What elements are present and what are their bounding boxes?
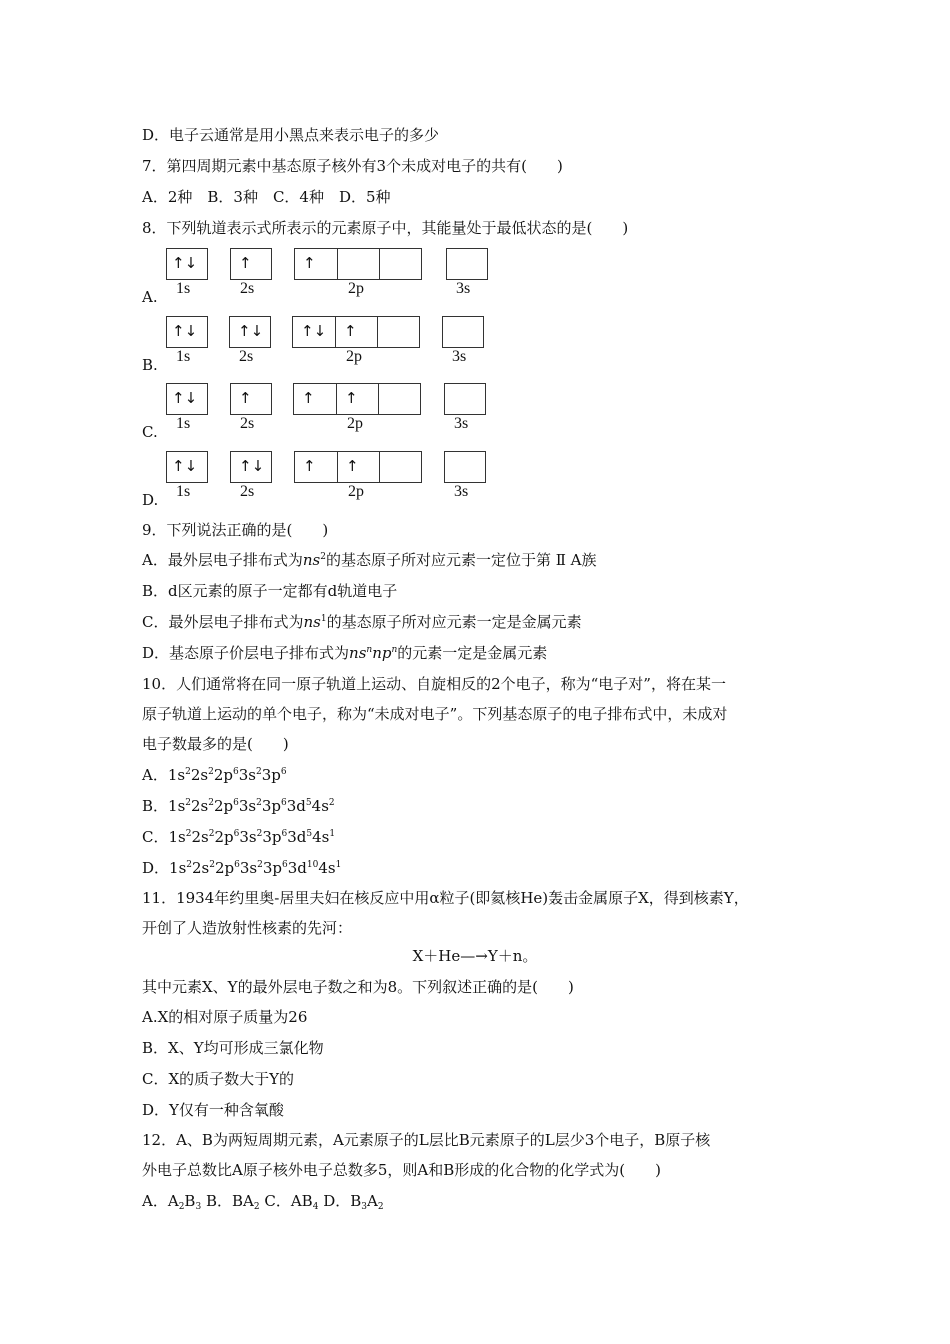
- orbital-label: 3s: [456, 280, 471, 297]
- question-12-options: A．$A_2B_3$ B．$BA_2$ C．$AB_4$ D．$B_3A_2$: [142, 1192, 384, 1212]
- question-9: 9．下列说法正确的是( ): [142, 521, 329, 539]
- orbital-label: 3s: [452, 348, 467, 365]
- question-12-line-1: 12．A、B为两短周期元素，A元素原子的L层比B元素原子的L层少3个电子，B原子核: [142, 1131, 711, 1149]
- question-10-line-3: 电子数最多的是( ): [142, 735, 289, 753]
- orbital-box-1s: [166, 451, 208, 483]
- question-11-option-a: A.X的相对原子质量为26: [142, 1008, 308, 1026]
- orbital-label: 1s: [176, 348, 191, 365]
- orbital-cell: [337, 249, 379, 279]
- question-11-option-c: C．X的质子数大于Y的: [142, 1070, 295, 1088]
- orbital-cell: [293, 317, 335, 347]
- nuclear-equation: X＋He—→Y＋n。: [412, 947, 538, 965]
- electron-arrows: ↑↓: [172, 254, 198, 272]
- orbital-box-1s: [166, 316, 208, 348]
- electron-arrows: ↑: [303, 254, 316, 272]
- question-11-option-b: B．X、Y均可形成三氯化物: [142, 1039, 324, 1057]
- orbital-diagram-b: [0, 316, 560, 376]
- orbital-box-2p: [294, 248, 422, 280]
- orbital-label: 1s: [176, 280, 191, 297]
- orbital-box-2s: [230, 248, 272, 280]
- orbital-box-1s: [166, 383, 208, 415]
- orbital-box-3s: [442, 316, 484, 348]
- electron-arrows: ↑↓: [239, 457, 265, 475]
- question-11-line-3: 其中元素X、Y的最外层电子数之和为8。下列叙述正确的是( ): [142, 978, 574, 996]
- question-9-option-a: A．最外层电子排布式为$ns^2$的基态原子所对应元素一定位于第 Ⅱ A族: [142, 551, 597, 569]
- q6-option-d: D．电子云通常是用小黑点来表示电子的多少: [142, 126, 440, 144]
- orbital-label: 2p: [348, 280, 364, 297]
- orbital-box-1s: [166, 248, 208, 280]
- electron-arrows: ↑: [303, 457, 316, 475]
- option-letter: B.: [142, 356, 158, 374]
- orbital-label: 2s: [240, 415, 255, 432]
- orbital-cell: [337, 452, 379, 482]
- question-10-option-a: A．$1s^22s^22p^63s^23p^6$: [142, 766, 287, 784]
- orbital-box-2p: [294, 451, 422, 483]
- electron-arrows: ↑↓: [172, 389, 198, 407]
- orbital-label: 3s: [454, 415, 469, 432]
- orbital-label: 2p: [348, 483, 364, 500]
- electron-arrows: ↑↓: [172, 457, 198, 475]
- electron-arrows: ↑↓: [172, 322, 198, 340]
- question-9-option-c: C．最外层电子排布式为$ns^1$的基态原子所对应元素一定是金属元素: [142, 613, 582, 631]
- orbital-label: 2p: [346, 348, 362, 365]
- orbital-label: 1s: [176, 483, 191, 500]
- orbital-cell: [379, 452, 421, 482]
- orbital-cell: [378, 384, 420, 414]
- question-10-line-1: 10．人们通常将在同一原子轨道上运动、自旋相反的2个电子，称为“电子对”，将在某一: [142, 675, 726, 693]
- question-11-line-2: 开创了人造放射性核素的先河：: [142, 919, 353, 937]
- orbital-cell: [379, 249, 421, 279]
- orbital-cell: [295, 452, 337, 482]
- question-11-option-d: D．Y仅有一种含氧酸: [142, 1101, 284, 1119]
- electron-arrows: ↑: [344, 322, 357, 340]
- orbital-cell: [377, 317, 419, 347]
- orbital-diagram-a: [0, 248, 560, 308]
- orbital-box-2s: [229, 316, 271, 348]
- orbital-box-2s: [230, 451, 272, 483]
- orbital-label: 2s: [239, 348, 254, 365]
- electron-arrows: ↑: [345, 389, 358, 407]
- orbital-box-2s: [230, 383, 272, 415]
- question-10-line-2: 原子轨道上运动的单个电子，称为“未成对电子”。下列基态原子的电子排布式中，未成对: [142, 705, 728, 723]
- orbital-box-3s: [446, 248, 488, 280]
- orbital-cell: [336, 384, 378, 414]
- electron-arrows: ↑↓: [301, 322, 327, 340]
- orbital-label: 1s: [176, 415, 191, 432]
- question-7: 7．第四周期元素中基态原子核外有3个未成对电子的共有( ): [142, 157, 563, 175]
- orbital-diagram-d: [0, 451, 560, 511]
- question-11-line-1: 11．1934年约里奥-居里夫妇在核反应中用α粒子(即氦核He)轰击金属原子X，得到核素Y，: [142, 889, 749, 907]
- question-10-option-c: C．$1s^22s^22p^63s^23p^63d^54s^1$: [142, 828, 336, 846]
- question-7-options: A．2种 B．3种 C．4种 D．5种: [142, 188, 391, 206]
- orbital-cell: [294, 384, 336, 414]
- orbital-box-3s: [444, 383, 486, 415]
- orbital-label: 2s: [240, 483, 255, 500]
- question-10-option-d: D．$1s^22s^22p^63s^23p^63d^{10}4s^1$: [142, 859, 342, 877]
- orbital-cell: [295, 249, 337, 279]
- option-letter: D.: [142, 491, 159, 509]
- orbital-box-2p: [292, 316, 420, 348]
- electron-arrows: ↑↓: [238, 322, 264, 340]
- orbital-label: 2s: [240, 280, 255, 297]
- orbital-label: 2p: [347, 415, 363, 432]
- electron-arrows: ↑: [239, 254, 252, 272]
- question-8: 8．下列轨道表示式所表示的元素原子中，其能量处于最低状态的是( ): [142, 219, 629, 237]
- orbital-diagram-c: [0, 383, 560, 443]
- question-9-option-d: D．基态原子价层电子排布式为$ns^nnp^n$的元素一定是金属元素: [142, 644, 548, 662]
- question-9-option-b: B．d区元素的原子一定都有d轨道电子: [142, 582, 398, 600]
- option-letter: A.: [142, 288, 158, 306]
- electron-arrows: ↑: [346, 457, 359, 475]
- option-letter: C.: [142, 423, 158, 441]
- orbital-box-3s: [444, 451, 486, 483]
- orbital-label: 3s: [454, 483, 469, 500]
- question-10-option-b: B．$1s^22s^22p^63s^23p^63d^54s^2$: [142, 797, 335, 815]
- orbital-box-2p: [293, 383, 421, 415]
- electron-arrows: ↑: [302, 389, 315, 407]
- orbital-cell: [335, 317, 377, 347]
- question-12-line-2: 外电子总数比A原子核外电子总数多5，则A和B形成的化合物的化学式为( ): [142, 1161, 661, 1179]
- electron-arrows: ↑: [239, 389, 252, 407]
